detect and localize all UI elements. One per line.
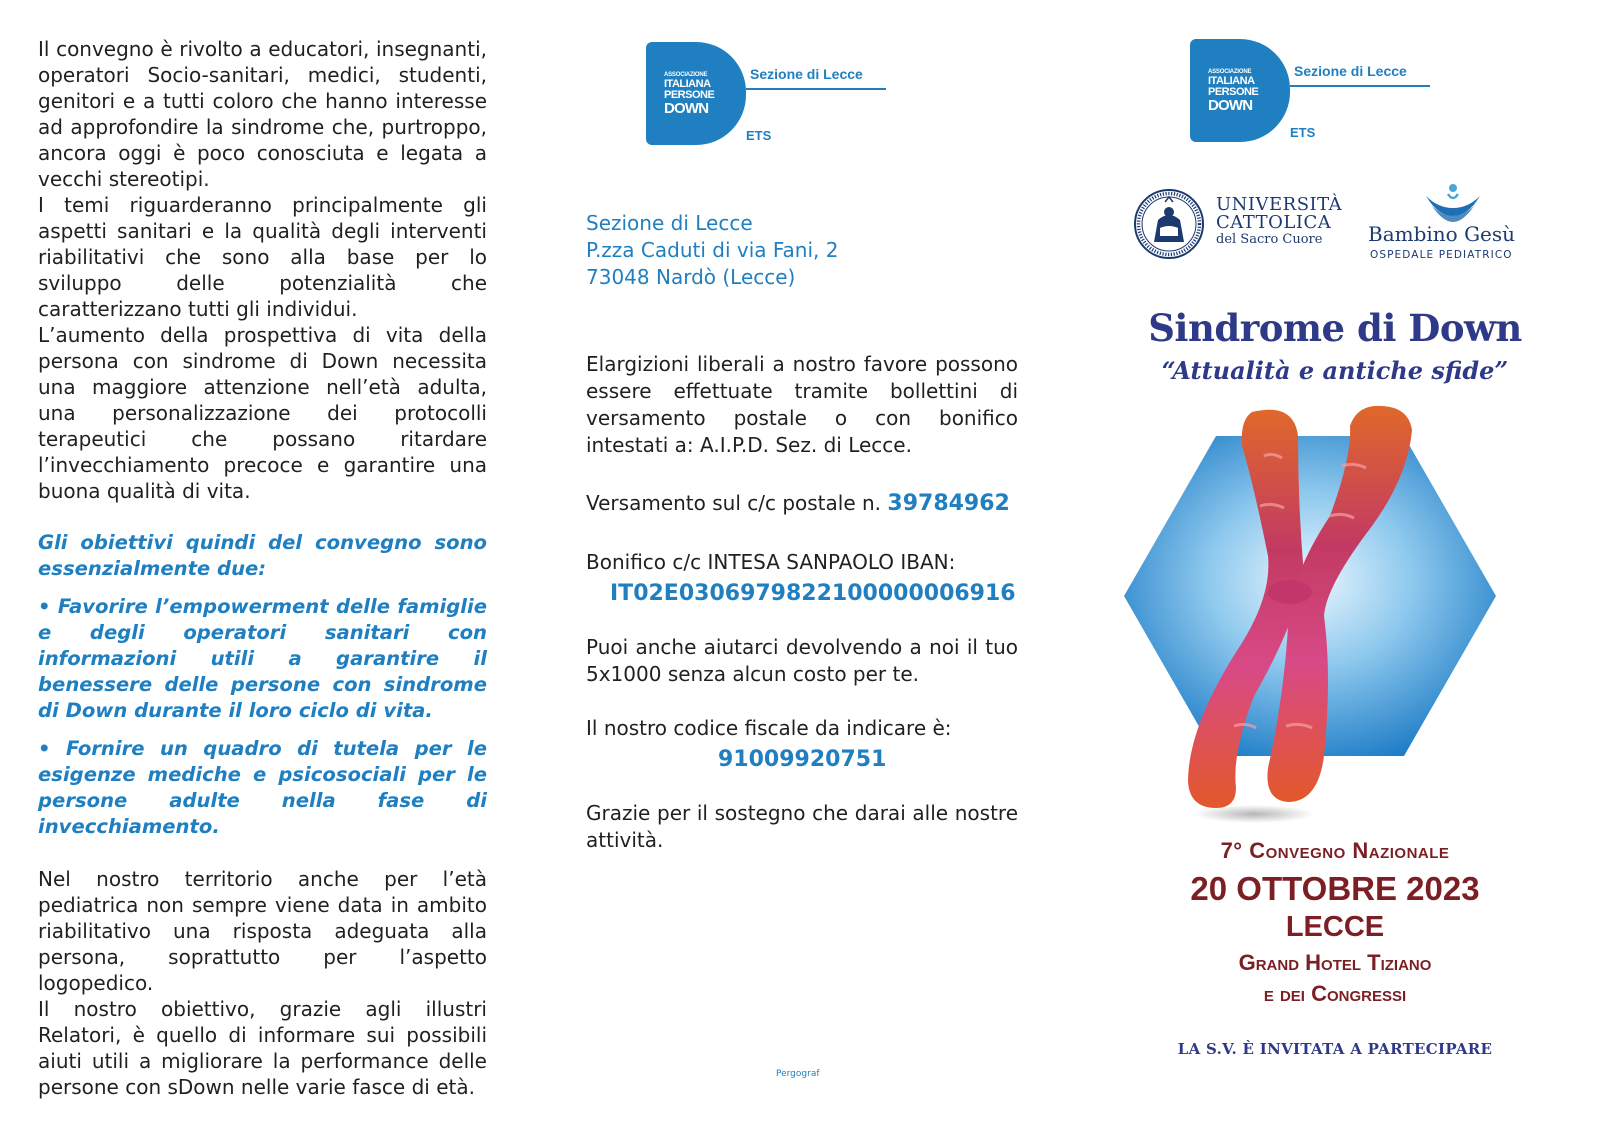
postal-label: Versamento sul c/c postale n. — [586, 491, 882, 515]
address-line-1: Sezione di Lecce — [586, 211, 753, 235]
right-panel — [1120, 0, 1550, 1126]
life-expectancy-paragraph: L’aumento della prospettiva di vita della persona con sindrome di Down necessita una maggiore attenzione nell’età adulta, una personalizzazione dei protocolli terapeutici che possano ritardare l’invecchiamento precoce e garantire una buona qualità di vita. — [38, 323, 487, 503]
convegno-label: 7° Convegno Nazionale — [1220, 838, 1450, 863]
aipd-logo — [646, 42, 946, 152]
venue-line-2: e dei Congressi — [1263, 981, 1407, 1006]
bambino-gesu-symbol-icon — [1368, 182, 1518, 222]
aipd-logo-text: ASSOCIAZIONE ITALIANA PERSONE DOWN — [1208, 69, 1259, 114]
cf-label: Il nostro codice fiscale da indicare è: — [586, 716, 952, 740]
objectives-intro: Gli obiettivi quindi del convegno sono essenzialmente due: — [38, 531, 487, 580]
territory-paragraph: Nel nostro territorio anche per l’età pediatrica non sempre viene data in ambito riabilitativo una risposta adeguata alla persona, soprattutto per l’aspetto logopedico. — [38, 867, 487, 995]
objective-1: • Favorire l’empowerment delle famiglie e degli operatori sanitari con informazioni utili a garantire il benessere delle persone con sindrome di Down durante il loro ciclo di vita. — [38, 595, 487, 722]
five-per-mille-text: Puoi anche aiutarci devolvendo a noi il tuo 5x1000 senza alcun costo per te. — [586, 635, 1018, 686]
intro-paragraph: Il convegno è rivolto a educatori, insegnanti, operatori Socio-sanitari, medici, studenti, genitori e a tutti coloro che hanno interesse ad approfondire la sindrome che, purtroppo, ancora oggi è poco conosciuta e legata a vecchi stereotipi. — [38, 37, 487, 191]
ucsc-wordmark: UNIVERSITÀ CATTOLICA del Sacro Cuore — [1216, 194, 1343, 247]
left-panel — [38, 36, 487, 1100]
logo-sezione-label: Sezione di Lecce — [750, 66, 863, 82]
donation-text: Elargizioni liberali a nostro favore possono essere effettuate tramite bollettini di versamento postale o con bonifico intestati a: A.I.P.D. Sez. di Lecce. — [586, 352, 1018, 457]
thanks-text: Grazie per il sostegno che darai alle nostre attività. — [586, 801, 1018, 852]
logo-ets-label: ETS — [1290, 125, 1316, 140]
logo-divider — [746, 88, 886, 90]
objective-2: • Fornire un quadro di tutela per le esigenze mediche e psicosociali per le persone adulte nella fase di invecchiamento. — [38, 737, 487, 838]
address-line-2: P.zza Caduti di via Fani, 2 — [586, 238, 839, 262]
event-city: LECCE — [1285, 911, 1385, 943]
middle-panel — [586, 0, 1018, 1126]
logo-sezione-label: Sezione di Lecce — [1294, 63, 1407, 79]
bambino-gesu-subtitle: OSPEDALE PEDIATRICO — [1370, 249, 1513, 261]
cf-number: 91009920751 — [718, 747, 887, 772]
event-subtitle: “Attualità e antiche sfide” — [1161, 356, 1509, 385]
event-date: 20 OTTOBRE 2023 — [1190, 870, 1480, 907]
address-block — [586, 210, 838, 291]
goal-paragraph: Il nostro obiettivo, grazie agli illustri Relatori, è quello di informare sui possibili aiuti utili a migliorare la performance delle persone con sDown nelle varie fasce di età. — [38, 997, 487, 1099]
chromosome-illustration — [1104, 396, 1504, 826]
aipd-logo-cover — [1190, 39, 1490, 149]
postal-number: 39784962 — [887, 491, 1010, 516]
bank-label: Bonifico c/c INTESA SANPAOLO IBAN: — [586, 550, 956, 574]
address-line-3: 73048 Nardò (Lecce) — [586, 265, 796, 289]
invitation-text: LA S.V. È INVITATA A PARTECIPARE — [1177, 1040, 1493, 1058]
postal-line — [586, 490, 1018, 517]
bambino-gesu-name: Bambino Gesù — [1368, 222, 1516, 246]
printer-credit: Pergograf — [776, 1069, 820, 1079]
logo-ets-label: ETS — [746, 128, 772, 143]
aipd-logo-text: ASSOCIAZIONE ITALIANA PERSONE DOWN — [664, 72, 715, 117]
venue-line-1: Grand Hotel Tiziano — [1238, 950, 1432, 975]
iban-number: IT02E0306979822100000006916 — [610, 581, 1016, 606]
ucsc-seal-icon — [1132, 184, 1206, 264]
topics-paragraph: I temi riguarderanno principalmente gli aspetti sanitari e la qualità degli interventi riabilitativi che sono alla base per lo sviluppo delle potenzialità che caratterizzano tutti gli individui. — [38, 193, 487, 321]
logo-divider — [1290, 85, 1430, 87]
event-title: Sindrome di Down — [1148, 306, 1522, 350]
